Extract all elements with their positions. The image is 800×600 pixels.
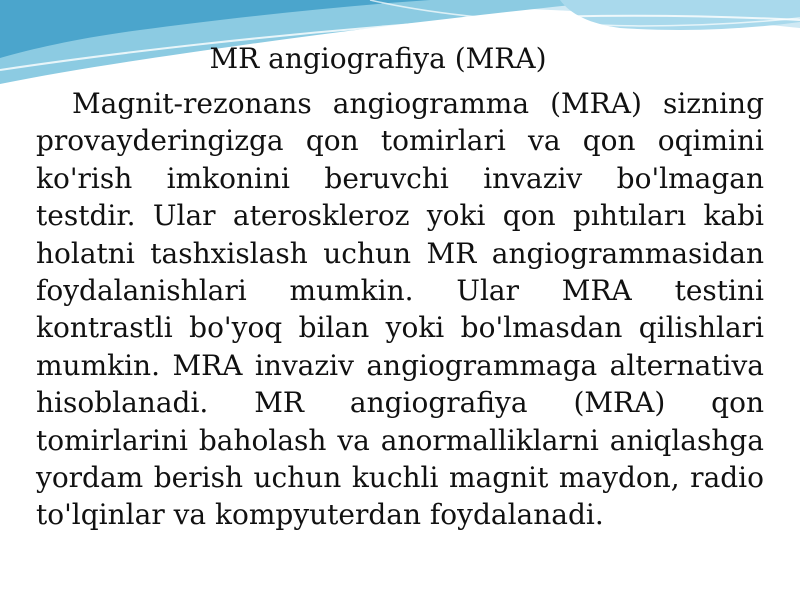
slide-title: MR angiografiya (MRA) (209, 42, 547, 75)
slide-body-text: Magnit-rezonans angiogramma (MRA) sizning provayderingizga qon tomirlari va qon oqimini ko'rish imkonini beruvchi invaziv bo'lmagan testdir. Ular ateroskleroz yoki qon pıhtıları kabi holatni tashxislash uchun MR angiogrammasidan foydalanishlari mumkin. Ular MRA testini kontrastli bo'yoq bilan yoki bo'lmasdan qilishlari mumkin. MRA invaziv angiogrammaga alternativa hisoblanadi. MR angiografiya (MRA) qon tomirlarini baholash va anormalliklarni aniqlashga yordam berish uchun kuchli magnit maydon, radio to'lqinlar va kompyuterdan foydalanadi. (36, 87, 764, 532)
